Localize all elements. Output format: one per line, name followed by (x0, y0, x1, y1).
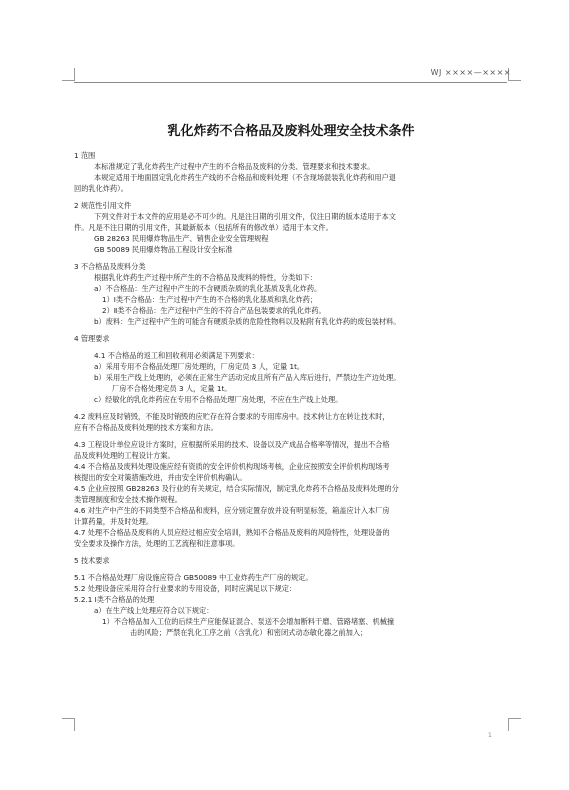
list-item: c）经敏化的乳化炸药应在专用不合格品处理厂房处理，不应在生产线上处理。 (94, 395, 343, 404)
clause-line: 4.5 企业应按照 GB28263 及行业的有关规定，结合实际情况，制定乳化炸药不合格品及废料处理的分 (74, 484, 399, 493)
header-code: WJ ××××—×××× (430, 68, 511, 77)
clause-line-continuation: 应有不合格品及废料处理的技术方案和方法。 (74, 423, 218, 432)
clause-line-continuation: 类管理制度和安全技术操作规程。 (74, 495, 182, 504)
clause-line: 4.4 不合格品及废料处理设施应经有资质的安全评价机构现场考核，企业应按照安全评价机构现场考 (74, 462, 390, 471)
list-item: a）在生产线上处理应符合以下规定： (94, 606, 214, 615)
page-number: 1 (488, 732, 492, 739)
margin-corner-bottom-left (62, 718, 75, 731)
clause-line-continuation: 核提出的安全对策措施改进，并由安全评价机构确认。 (74, 473, 247, 482)
list-item-continuation: 厂房不合格处理定员 3 人，定量 1t。 (112, 384, 232, 393)
paragraph-line: 下列文件对于本文件的应用是必不可少的。凡是注日期的引用文件，仅注日期的版本适用于本文 (94, 212, 396, 221)
paragraph-line: 件。凡是不注日期的引用文件，其最新版本（包括所有的修改单）适用于本文件。 (74, 223, 333, 232)
list-item: b）采用生产线上处理的，必须在正常生产活动完成且所有产品入库后进行，严禁边生产边处理。 (94, 373, 401, 382)
clause-line: 4.2 废料应及时销毁，不能及时销毁的应贮存在符合要求的专用库房中。技术转让方在转让技术时， (74, 412, 390, 421)
reference-line: GB 28263 民用爆炸物品生产、销售企业安全管理规程 (94, 234, 269, 243)
paragraph-line: 本规定适用于地面固定乳化炸药生产线的不合格品和废料处理（不含现场混装乳化炸药和用户退 (94, 173, 396, 182)
section-heading-3: 3 不合格品及废料分类 (74, 262, 146, 271)
list-subitem: 1）不合格品加入工位的后续生产应能保证混合、泵送不会增加断料干磨、管路堵塞、机械撞 (102, 617, 395, 626)
clause-line: 5.1 不合格品处理厂房设施应符合 GB50089 中工业炸药生产厂房的规定。 (74, 573, 313, 582)
section-heading-5: 5 技术要求 (74, 556, 110, 565)
clause-line: 4.6 对生产中产生的不同类型不合格品和废料，应分别定置存放并设有明显标签，箱盖应计入本厂房 (74, 506, 390, 515)
list-item: a）采用专用不合格品处理厂房处理的，厂房定员 3 人，定量 1t。 (94, 362, 305, 371)
paragraph-line: 根据乳化炸药生产过程中所产生的不合格品及废料的特性，分类如下： (94, 273, 317, 282)
clause-line: 4.1 不合格品的返工和回收利用必须满足下列要求： (94, 351, 259, 360)
list-item: b）废料：生产过程中产生的可能含有硬质杂质的危险性物料以及粘附有乳化炸药的废包装材料。 (94, 317, 401, 326)
list-subitem: 2）Ⅱ类不合格品：生产过程中产生的不符合产品包装要求的乳化炸药。 (102, 306, 326, 315)
section-heading-2: 2 规范性引用文件 (74, 201, 132, 210)
paragraph-line: 本标准规定了乳化炸药生产过程中产生的不合格品及废料的分类、管理要求和技术要求。 (94, 162, 375, 171)
section-heading-4: 4 管理要求 (74, 334, 110, 343)
clause-line-continuation: 安全要求及操作方法，处理的工艺流程和注意事项。 (74, 539, 240, 548)
clause-line: 5.2 处理设备应采用符合行业要求的专用设备，同时应满足以下规定： (74, 584, 297, 593)
document-body[interactable] (74, 144, 516, 638)
margin-corner-top-left (62, 68, 75, 81)
header-rule (74, 82, 507, 83)
margin-corner-bottom-right (508, 718, 521, 731)
paragraph-line: 回的乳化炸药）。 (74, 184, 128, 193)
subclause-line: 5.2.1 Ⅰ类不合格品的处理 (74, 595, 155, 604)
clause-line-continuation: 计算药量，并及时处理。 (74, 517, 154, 526)
clause-line: 4.3 工程设计单位应设计方案时，应根据所采用的技术、设备以及产成品合格率等情况，提出不合格 (74, 440, 390, 449)
list-item: a）不合格品：生产过程中产生的不含硬质杂质的乳化基质及乳化炸药。 (94, 284, 322, 293)
reference-line: GB 50089 民用爆炸物品工程设计安全标准 (94, 245, 233, 254)
section-heading-1: 1 范围 (74, 151, 96, 160)
document-title[interactable]: 乳化炸药不合格品及废料处理安全技术条件 (167, 124, 415, 139)
list-subitem: 1）Ⅰ类不合格品：生产过程中产生的不合格的乳化基质和乳化炸药； (102, 295, 318, 304)
clause-line-continuation: 品及废料处理的工程设计方案。 (74, 451, 175, 460)
clause-line: 4.7 处理不合格品及废料的人员应经过相应安全培训，熟知不合格品及废料的风险特性，处理设备的 (74, 528, 390, 537)
list-subitem-continuation: 击的风险；严禁在乳化工序之前（含乳化）和密闭式动态敏化器之前加入； (130, 628, 368, 637)
